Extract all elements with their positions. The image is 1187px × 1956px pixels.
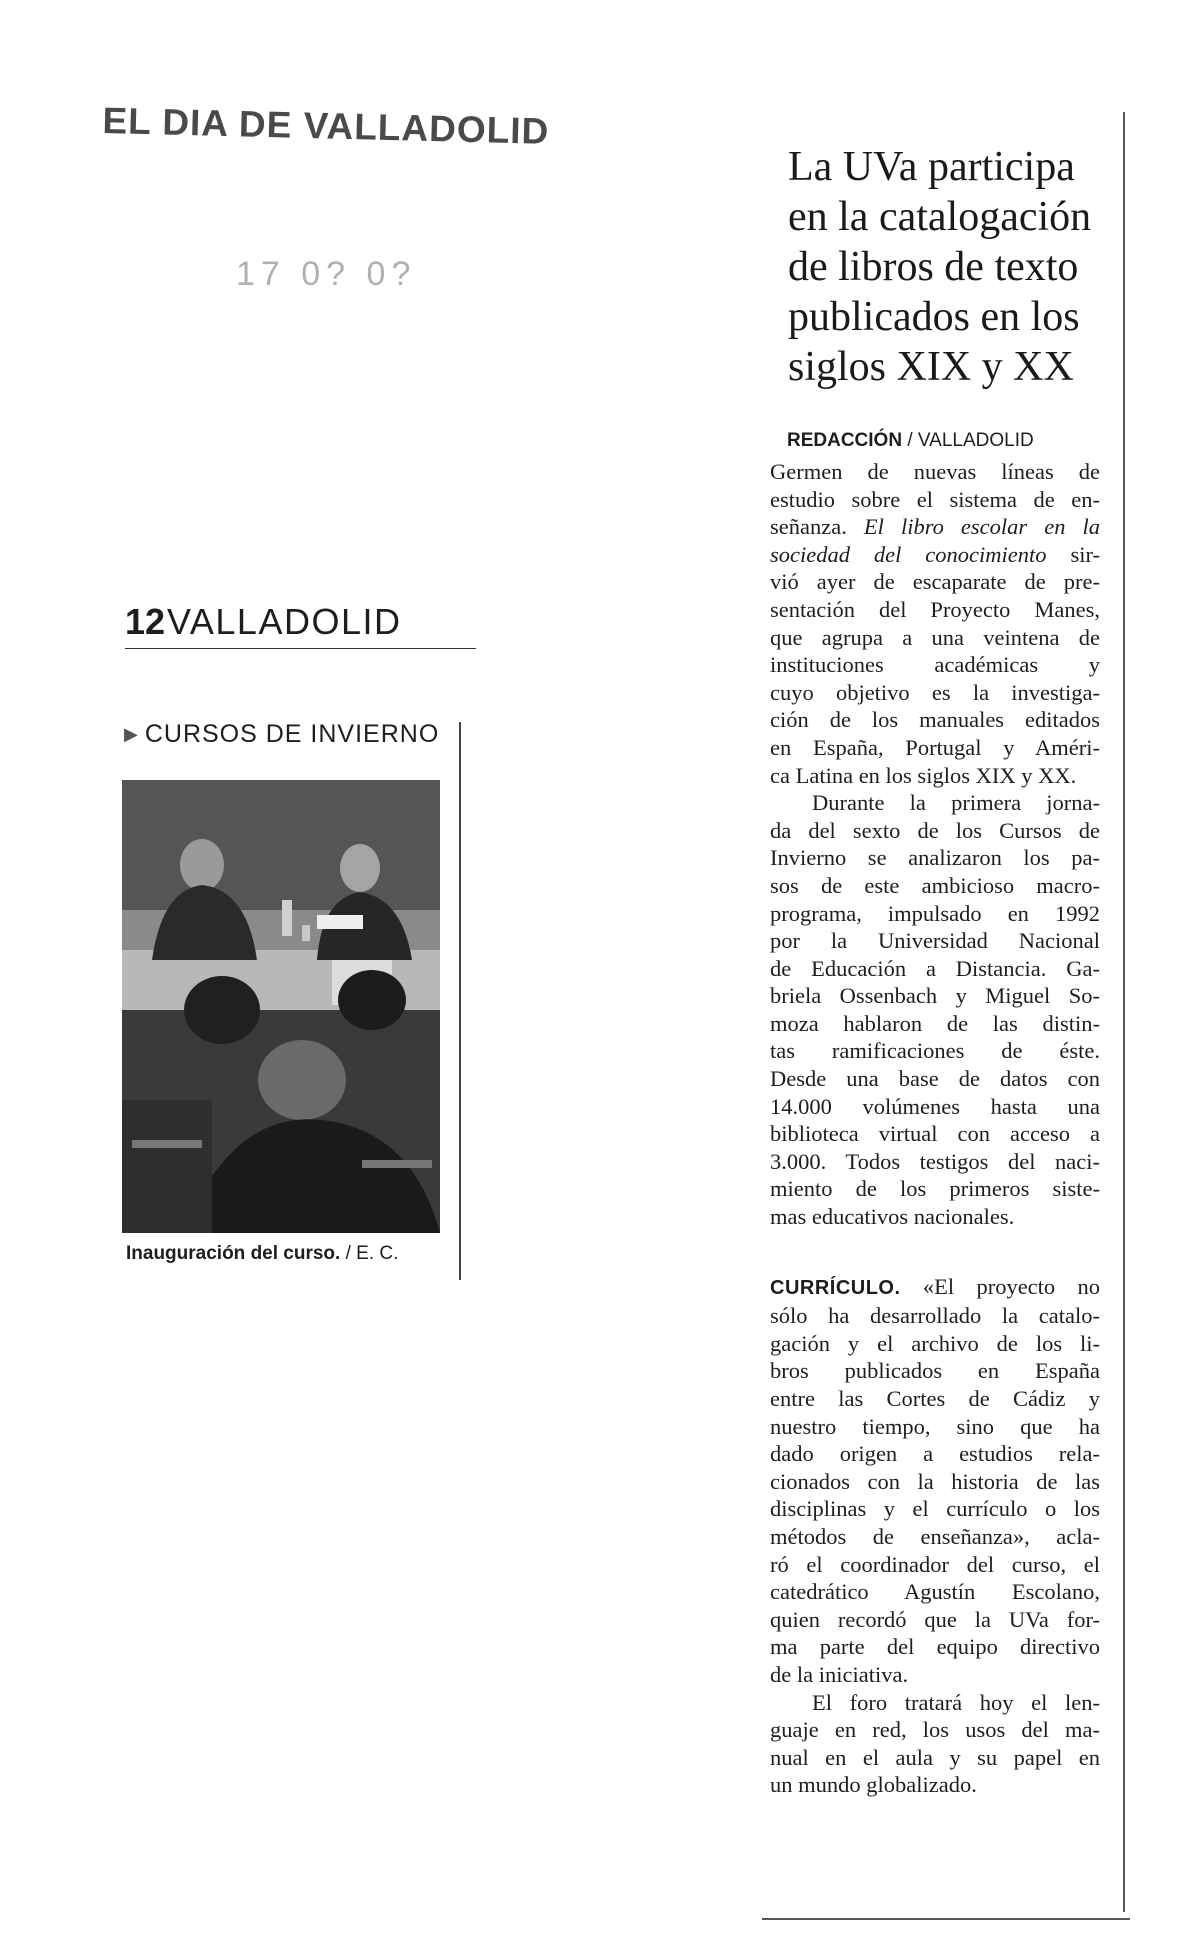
body-line: señanza. El libro escolar en la (770, 514, 1100, 540)
body-line: guaje en red, los usos del ma- (770, 1717, 1100, 1743)
body-line: por la Universidad Nacional (770, 928, 1100, 954)
date-stamp: 17 0? 0? (236, 255, 417, 293)
body-line: un mundo globalizado. (770, 1772, 977, 1798)
body-line: da del sexto de los Cursos de (770, 817, 1100, 843)
body-line: nual en el aula y su papel en (770, 1744, 1100, 1770)
body-line: métodos de enseñanza», acla- (770, 1523, 1100, 1549)
page-number: 12 (125, 601, 166, 642)
body-line: catedrático Agustín Escolano, (770, 1579, 1100, 1605)
book-title-italic: sociedad del conocimiento (770, 541, 1047, 567)
body-line: 14.000 volúmenes hasta una (770, 1093, 1100, 1119)
body-line: quien recordó que la UVa for- (770, 1606, 1100, 1632)
body-line: mas educativos nacionales. (770, 1204, 1015, 1230)
body-line: que agrupa a una veintena de (770, 624, 1100, 650)
kicker-label: CURSOS DE INVIERNO (144, 720, 440, 748)
headline (788, 142, 1118, 392)
body-line: de la iniciativa. (770, 1661, 909, 1687)
body-line: ma parte del equipo directivo (770, 1634, 1100, 1660)
body-line: dado origen a estudios rela- (770, 1441, 1100, 1467)
body-line: ró el coordinador del curso, el (770, 1551, 1100, 1577)
body-line: Invierno se analizaron los pa- (770, 845, 1100, 871)
body-line: instituciones académicas y (770, 652, 1100, 678)
bottom-rule (762, 1918, 1130, 1920)
body-line: de Educación a Distancia. Ga- (770, 955, 1100, 981)
subhead-lead: CURRÍCULO. (770, 1276, 901, 1299)
byline-place: / VALLADOLID (902, 430, 1034, 451)
body-line: El foro tratará hoy el len- (812, 1689, 1100, 1715)
body-line: vió ayer de escaparate de pre- (770, 569, 1100, 595)
body-line: sólo ha desarrollado la catalo- (770, 1303, 1100, 1329)
caption-credit: / E. C. (340, 1243, 399, 1264)
body-line: sentación del Proyecto Manes, (770, 596, 1100, 622)
body-line: tas ramificaciones de éste. (770, 1038, 1100, 1064)
byline (787, 430, 1034, 452)
body-line: ca Latina en los siglos XIX y XX. (770, 762, 1077, 788)
section-header (125, 596, 476, 649)
body-line: nuestro tiempo, sino que ha (770, 1413, 1100, 1439)
body-line: disciplinas y el currículo o los (770, 1496, 1100, 1522)
body-line: sociedad del conocimiento sir- (770, 541, 1100, 567)
headline-line: siglos XIX y XX (788, 344, 1074, 390)
section-name: VALLADOLID (167, 601, 402, 642)
column-rule-right (1123, 112, 1125, 1912)
body-line: CURRÍCULO. «El proyecto no (770, 1273, 1100, 1299)
headline-line: La UVa participa (788, 144, 1075, 190)
body-line: cuyo objetivo es la investiga- (770, 679, 1100, 705)
caption-title: Inauguración del curso. (126, 1243, 341, 1264)
headline-line: publicados en los (788, 294, 1080, 340)
news-photo (122, 780, 440, 1233)
triangle-bullet-icon: ▶ (124, 724, 139, 744)
body-line: cionados con la historia de las (770, 1468, 1100, 1494)
body-line: biblioteca virtual con acceso a (770, 1121, 1100, 1147)
body-line: Durante la primera jorna- (812, 790, 1100, 816)
article-body (770, 458, 1100, 1799)
book-title-italic: El libro escolar en la (863, 514, 1100, 540)
body-line: estudio sobre el sistema de en- (770, 486, 1100, 512)
photo-caption (126, 1243, 398, 1265)
body-line: entre las Cortes de Cádiz y (770, 1386, 1100, 1411)
body-line: sos de este ambicioso macro- (770, 872, 1100, 898)
publication-stamp: EL DIA DE VALLADOLID (101, 100, 550, 152)
body-line: miento de los primeros siste- (770, 1176, 1100, 1202)
byline-author: REDACCIÓN (787, 430, 903, 451)
body-line: en España, Portugal y Améri- (770, 734, 1100, 760)
body-line: bros publicados en España (770, 1358, 1100, 1384)
body-line: 3.000. Todos testigos del naci- (770, 1148, 1100, 1174)
body-line: gación y el archivo de los li- (770, 1330, 1100, 1356)
headline-line: de libros de texto (788, 244, 1079, 290)
headline-line: en la catalogación (788, 194, 1092, 240)
column-rule-left (459, 722, 461, 1280)
body-line: programa, impulsado en 1992 (770, 900, 1100, 926)
kicker (124, 720, 439, 749)
body-line: ción de los manuales editados (770, 707, 1100, 733)
body-line: moza hablaron de las distin- (770, 1010, 1100, 1036)
body-line: Desde una base de datos con (770, 1066, 1100, 1092)
body-line: briela Ossenbach y Miguel So- (770, 983, 1100, 1009)
body-line: Germen de nuevas líneas de (770, 459, 1100, 484)
